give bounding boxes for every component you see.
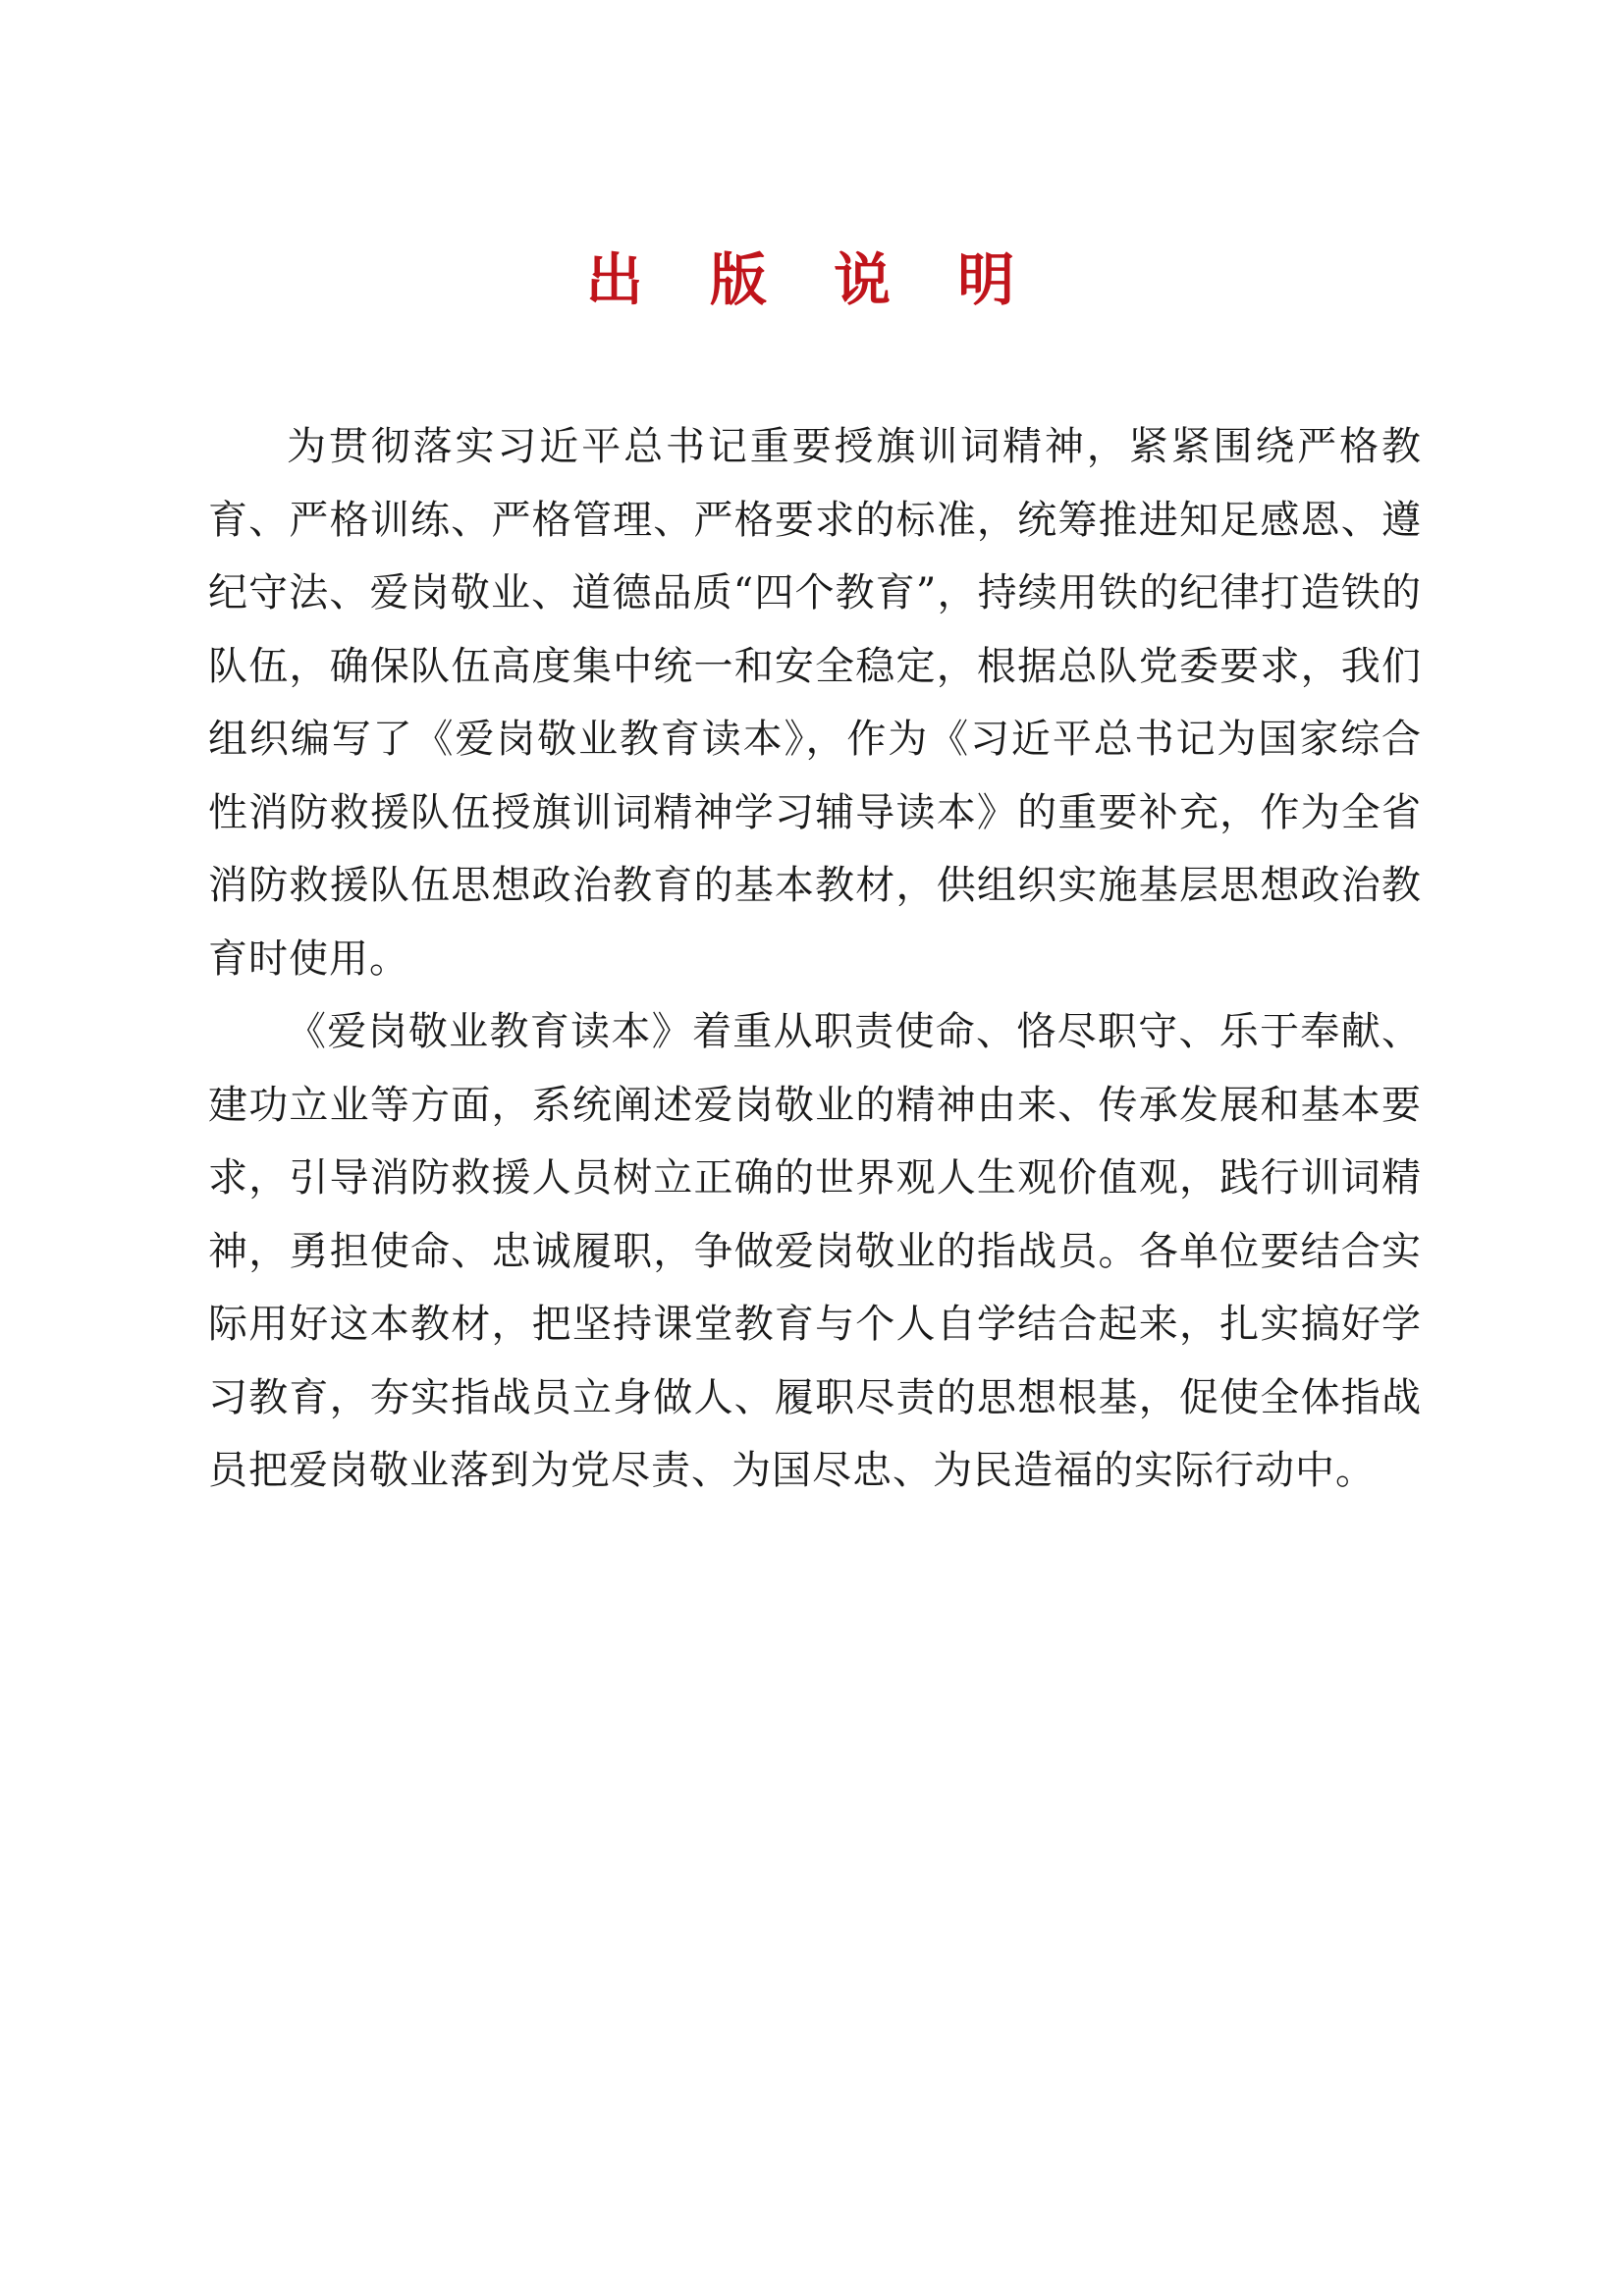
paragraph-2: 《爱岗敬业教育读本》着重从职责使命、恪尽职守、乐于奉献、建功立业等方面，系统阐述爱岗敬业的精神由来、传承发展和基本要求，引导消防救援人员树立正确的世界观人生观价值观，践行训词精神，勇担使命、忠诚履职，争做爱岗敬业的指战员。各单位要结合实际用好这本教材，把坚持课堂教育与个人自学结合起来，扎实搞好学习教育，夯实指战员立身做人、履职尽责的思想根基，促使全体指战员把爱岗敬业落到为党尽责、为国尽忠、为民造福的实际行动中。 [208,1009,1422,1493]
page-title: 出 版 说 明 [585,246,1039,313]
body-text [208,410,1422,1508]
paragraph-1: 为贯彻落实习近平总书记重要授旗训词精神，紧紧围绕严格教育、严格训练、严格管理、严格要求的标准，统筹推进知足感恩、遵纪守法、爱岗敬业、道德品质“四个教育”，持续用铁的纪律打造铁的队伍，确保队伍高度集中统一和安全稳定，根据总队党委要求，我们组织编写了《爱岗敬业教育读本》，作为《习近平总书记为国家综合性消防救援队伍授旗训词精神学习辅导读本》的重要补充，作为全省消防救援队伍思想政治教育的基本教材，供组织实施基层思想政治教育时使用。 [208,424,1422,982]
